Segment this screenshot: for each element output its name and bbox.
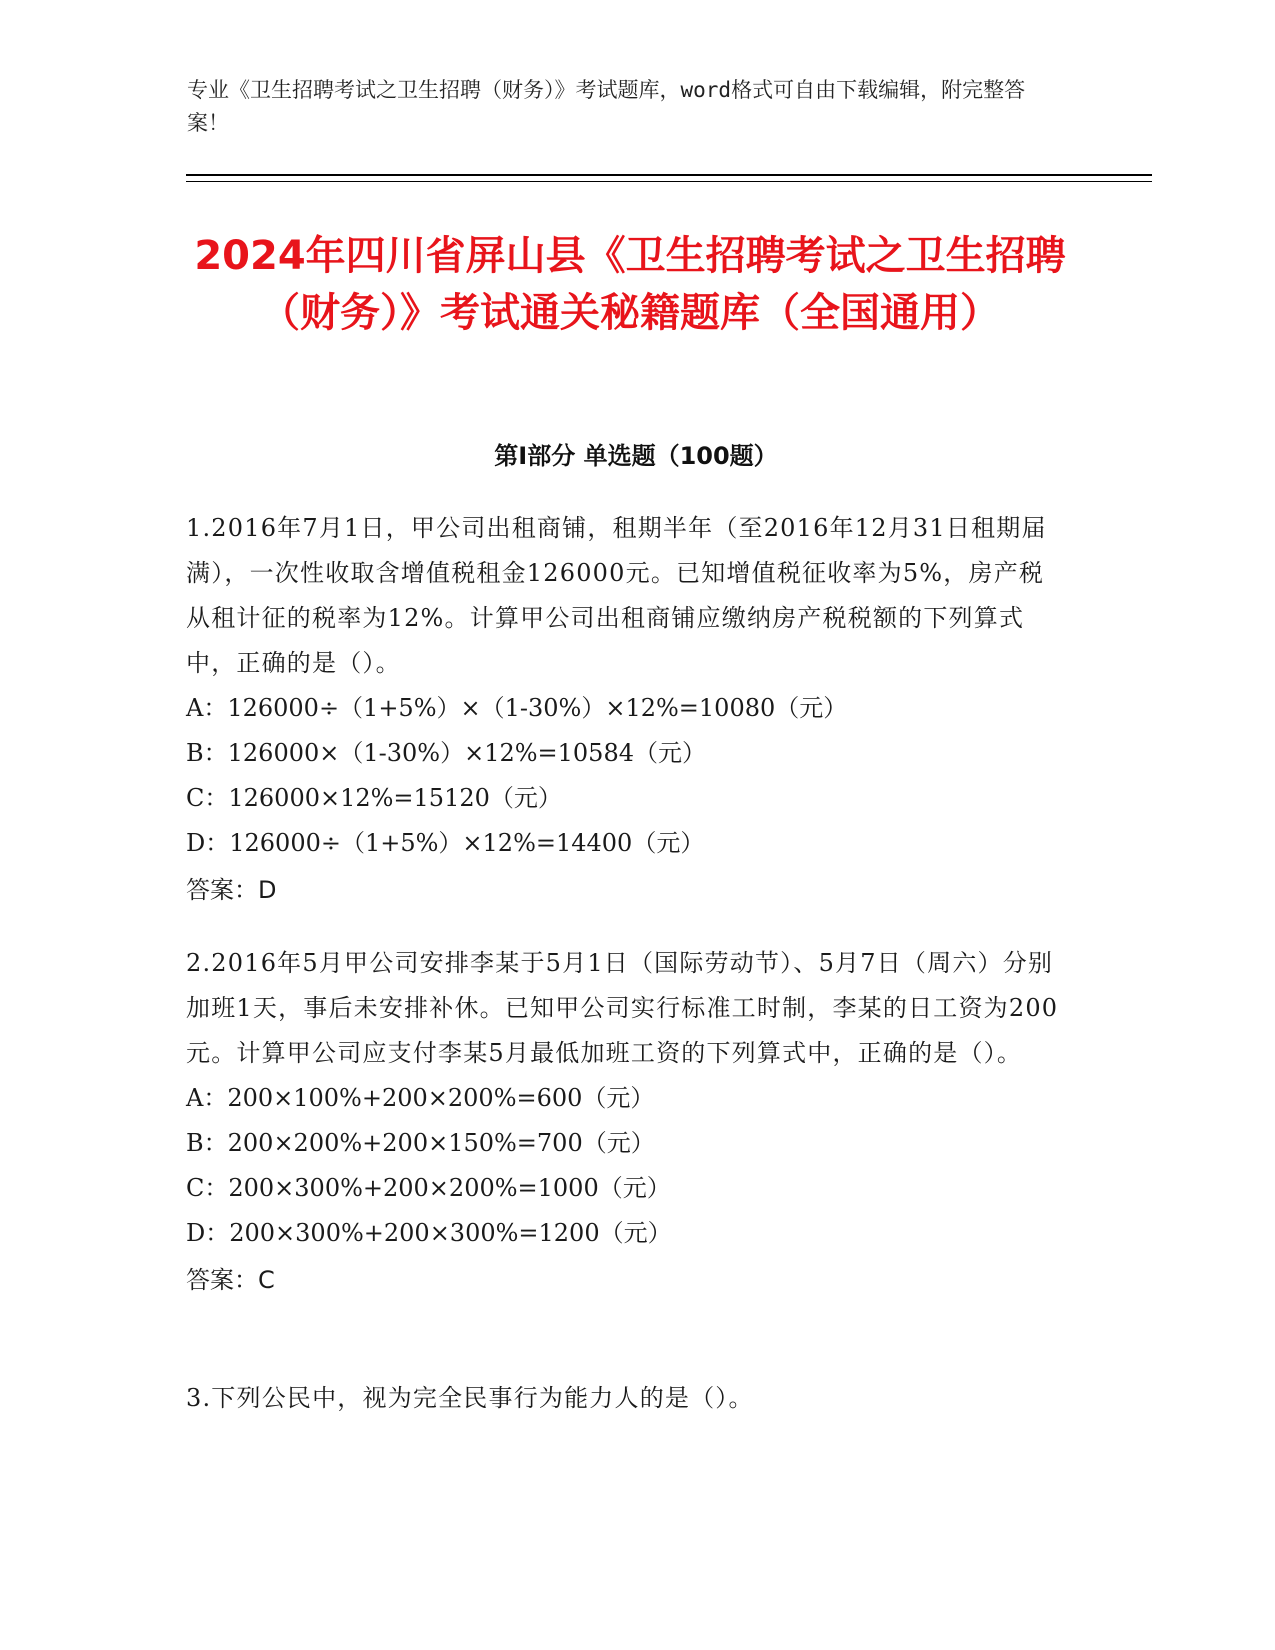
option-d: D：200×300%+200×300%=1200（元）	[186, 1219, 672, 1247]
question-stem: 1.2016年7月1日，甲公司出租商铺，租期半年（至2016年12月31日租期届满），一次性收取含增值税租金126000元。已知增值税征收率为5%，房产税从租计征的税率为12%。计算甲公司出租商铺应缴纳房产税税额的下列算式中，正确的是（）。	[186, 514, 1047, 677]
question-stem: 3.下列公民中，视为完全民事行为能力人的是（）。	[186, 1384, 754, 1412]
answer: 答案：D	[186, 876, 277, 904]
header-rule-thick	[186, 174, 1152, 176]
document-title: 2024年四川省屏山县《卫生招聘考试之卫生招聘（财务）》考试通关秘籍题库（全国通用）	[194, 233, 1066, 336]
answer: 答案：C	[186, 1266, 275, 1294]
question-2	[186, 941, 1066, 1303]
question-3	[186, 1376, 1066, 1421]
option-a: A：200×100%+200×200%=600（元）	[186, 1084, 655, 1112]
header-note: 专业《卫生招聘考试之卫生招聘（财务）》考试题库，word格式可自由下载编辑，附完整答案！	[187, 78, 1026, 135]
option-d: D：126000÷（1+5%）×12%=14400（元）	[186, 829, 705, 857]
section-title: 第I部分 单选题（100题）	[494, 442, 778, 470]
option-a: A：126000÷（1+5%）×（1-30%）×12%=10080（元）	[186, 694, 848, 722]
option-c: C：200×300%+200×200%=1000（元）	[186, 1174, 671, 1202]
option-c: C：126000×12%=15120（元）	[186, 784, 562, 812]
option-b: B：126000×（1-30%）×12%=10584（元）	[186, 739, 706, 767]
option-b: B：200×200%+200×150%=700（元）	[186, 1129, 655, 1157]
header-rule-thin	[186, 181, 1152, 182]
question-stem: 2.2016年5月甲公司安排李某于5月1日（国际劳动节）、5月7日（周六）分别加班1天，事后未安排补休。已知甲公司实行标准工时制，李某的日工资为200元。计算甲公司应支付李某5月最低加班工资的下列算式中，正确的是（）。	[186, 949, 1059, 1067]
question-1	[186, 506, 1066, 913]
